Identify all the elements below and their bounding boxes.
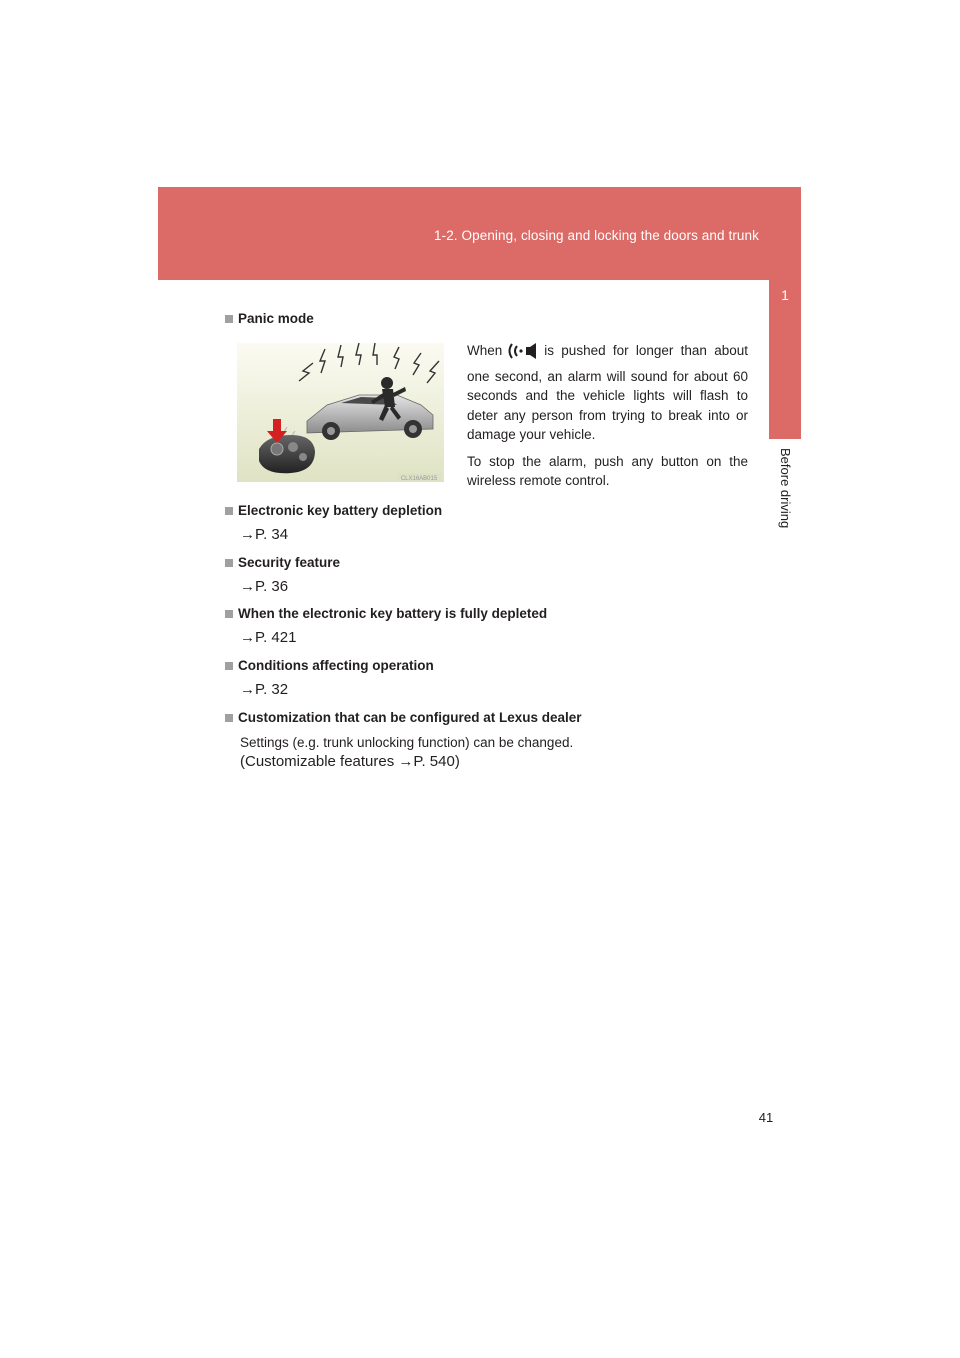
chapter-title: 1-2. Opening, closing and locking the doors and trunk (433, 228, 759, 243)
security-feature-section (225, 555, 340, 595)
section-heading (225, 555, 340, 570)
conditions-heading: Conditions affecting operation (238, 658, 434, 673)
fully-depleted-heading: When the electronic key battery is fully depleted (238, 606, 548, 621)
panic-paragraph-1 (467, 341, 748, 445)
customization-line-1: Settings (e.g. trunk unlocking function) can be changed. (240, 735, 574, 750)
customization-section (225, 710, 582, 771)
panic-paragraph-2: To stop the alarm, push any button on the wireless remote control. (467, 453, 748, 488)
page-number: 41 (758, 1110, 774, 1125)
section-heading (225, 658, 434, 673)
square-bullet-icon (225, 559, 233, 567)
chapter-number: 1 (781, 287, 789, 303)
square-bullet-icon (225, 662, 233, 670)
panic-mode-description (467, 341, 748, 498)
panic-button-icon (506, 341, 540, 367)
fully-depleted-section (225, 606, 547, 646)
customization-text (240, 733, 582, 771)
battery-depletion-heading: Electronic key battery depletion (238, 503, 443, 518)
customization-heading: Customization that can be configured at Lexus dealer (238, 710, 582, 725)
panic-mode-section (225, 311, 314, 326)
square-bullet-icon (225, 610, 233, 618)
section-heading (225, 503, 442, 518)
page-reference: →P. 32 (240, 681, 289, 698)
panic-mode-heading: Panic mode (238, 311, 314, 326)
security-feature-heading: Security feature (238, 555, 341, 570)
section-heading (225, 311, 314, 326)
battery-depletion-section (225, 503, 442, 543)
chapter-side-label: Before driving (778, 448, 793, 529)
square-bullet-icon (225, 507, 233, 515)
panic-text-suffix: is pushed for longer than about one second, an alarm will sound for about 60 seconds and the vehicle lights will flash to deter any person from trying to break into or damage your vehicle. (467, 343, 748, 442)
page-reference: →P. 36 (240, 578, 289, 595)
panic-text-prefix: When (467, 343, 503, 358)
square-bullet-icon (225, 315, 233, 323)
figure-code: CLX16AB015 (400, 476, 438, 482)
chapter-tab (769, 187, 801, 439)
page-reference: →P. 34 (240, 526, 289, 543)
conditions-section (225, 658, 434, 698)
square-bullet-icon (225, 714, 233, 722)
section-heading (225, 606, 547, 621)
page-reference: →P. 421 (240, 629, 297, 646)
panic-mode-illustration (237, 343, 444, 482)
customization-line-2: (Customizable features →P. 540) (240, 753, 460, 770)
section-heading (225, 710, 582, 725)
header-band (158, 187, 801, 280)
